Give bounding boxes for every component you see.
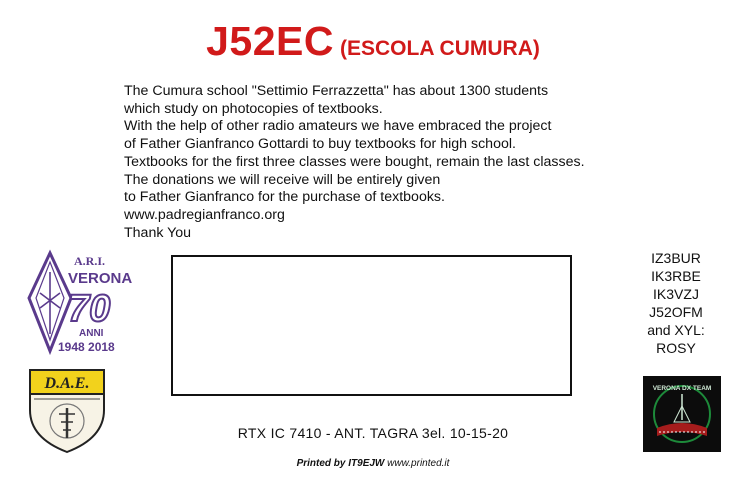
- message-line: With the help of other radio amateurs we have embraced the project: [124, 118, 552, 135]
- card-title: [0, 18, 746, 65]
- operator-callsign: ROSY: [656, 340, 696, 356]
- message-line: which study on photocopies of textbooks.: [124, 100, 383, 117]
- operator-callsign: IK3RBE: [651, 268, 701, 284]
- thanks-line: Thank You: [124, 224, 192, 241]
- ari-city-text: VERONA: [68, 270, 133, 287]
- callsign-subtitle: (ESCOLA CUMURA): [340, 37, 540, 60]
- qso-info-box: [171, 255, 572, 396]
- rig-info: RTX IC 7410 - ANT. TAGRA 3el. 10-15-20: [237, 425, 509, 441]
- message-text: [124, 83, 644, 242]
- printer-credit: [0, 458, 746, 469]
- callsign: J52EC: [206, 18, 334, 64]
- dae-name-text: D.A.E.: [44, 375, 90, 392]
- printer-name: Printed by IT9EJW: [296, 458, 385, 469]
- website-line: www.padregianfranco.org: [124, 206, 285, 223]
- ari-years-text: 1948 2018: [58, 340, 115, 354]
- operator-callsign: IK3VZJ: [653, 286, 699, 302]
- operators-list: [640, 249, 712, 357]
- ari-top-text: A.R.I.: [74, 254, 106, 268]
- ari-number-text: 70: [68, 288, 111, 330]
- message-line: to Father Gianfranco for the purchase of textbooks.: [124, 189, 445, 206]
- operator-callsign: and XYL:: [647, 322, 705, 338]
- vdx-name-text: VERONA DX TEAM: [652, 385, 712, 392]
- message-line: The donations we will receive will be entirely given: [124, 171, 441, 188]
- message-line: of Father Gianfranco Gottardi to buy textbooks for high school.: [124, 136, 516, 153]
- printer-site: www.printed.it: [387, 458, 450, 469]
- operator-callsign: IZ3BUR: [651, 250, 701, 266]
- message-line: Textbooks for the first three classes were bought, remain the last classes.: [124, 153, 585, 170]
- message-line: The Cumura school "Settimio Ferrazzetta" has about 1300 students: [124, 83, 549, 99]
- operator-callsign: J52OFM: [649, 304, 703, 320]
- ari-anni-text: ANNI: [79, 328, 104, 339]
- ari-verona-logo: [24, 248, 144, 358]
